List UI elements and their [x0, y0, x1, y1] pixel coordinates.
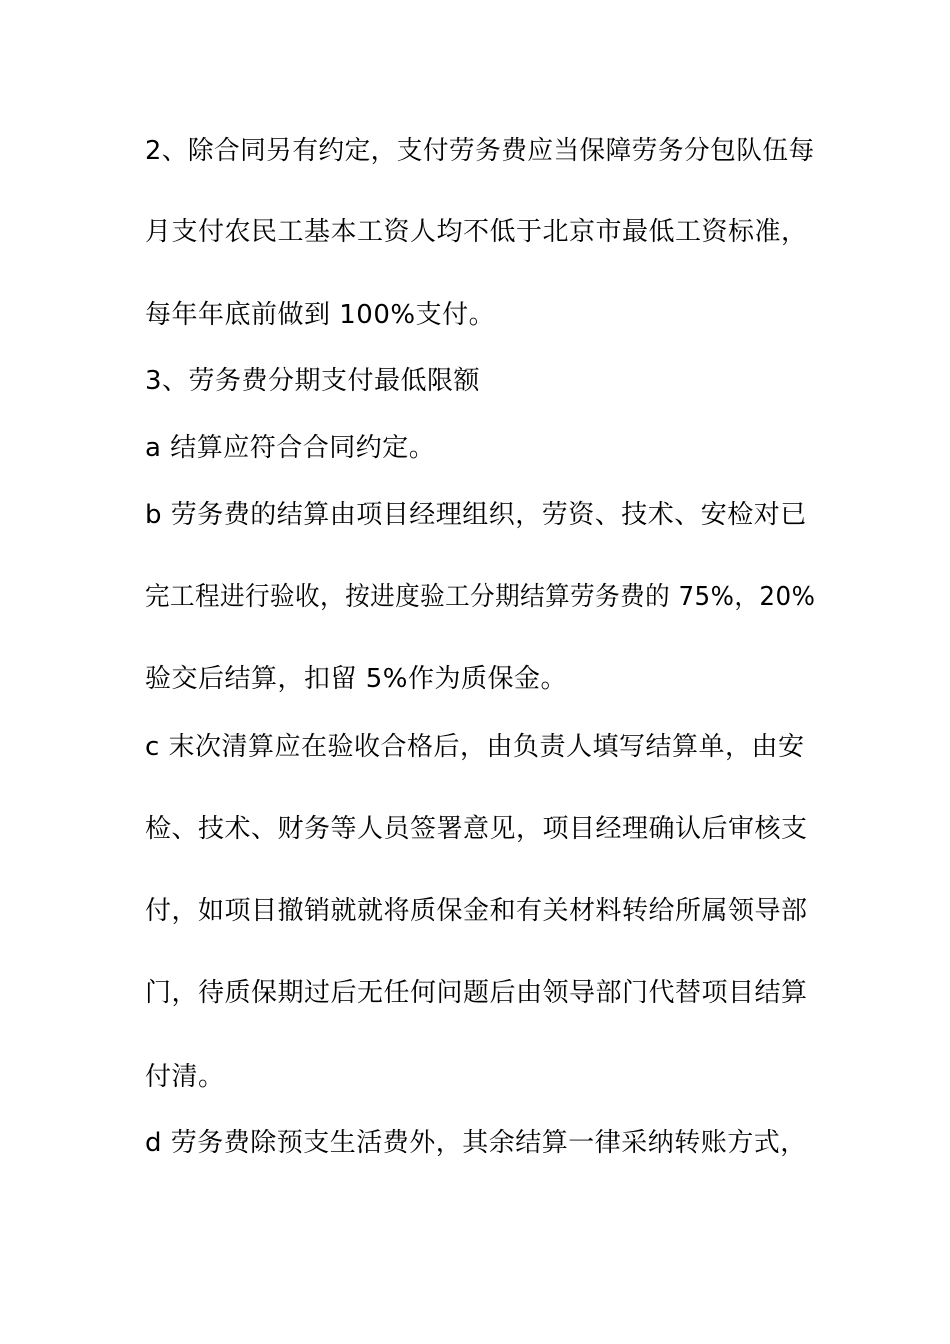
item-b-line-1: b 劳务费的结算由项目经理组织，劳资、技术、安检对已 — [145, 500, 807, 530]
item-c-line-1: c 末次清算应在验收合格后，由负责人填写结算单，由安 — [145, 732, 805, 762]
paragraph-2-line-3: 每年年底前做到 100%支付。 — [145, 300, 496, 330]
item-c-line-3: 付，如项目撤销就就将质保金和有关材料转给所属领导部 — [145, 896, 808, 926]
heading-3: 3、劳务费分期支付最低限额 — [145, 366, 481, 396]
paragraph-2-line-2: 月支付农民工基本工资人均不低于北京市最低工资标准， — [145, 217, 808, 247]
item-b-line-2: 完工程进行验收，按进度验工分期结算劳务费的 75%，20% — [145, 582, 816, 612]
item-d-line-1: d 劳务费除预支生活费外，其余结算一律采纳转账方式， — [145, 1128, 807, 1158]
item-c-line-4: 门，待质保期过后无任何问题后由领导部门代替项目结算 — [145, 978, 808, 1008]
item-c-line-2: 检、技术、财务等人员签署意见，项目经理确认后审核支 — [145, 814, 808, 844]
item-a: a 结算应符合合同约定。 — [145, 433, 436, 463]
item-c-line-5: 付清。 — [145, 1062, 225, 1092]
paragraph-2-line-1: 2、除合同另有约定，支付劳务费应当保障劳务分包队伍每 — [145, 136, 815, 166]
item-b-line-3: 验交后结算，扣留 5%作为质保金。 — [145, 664, 568, 694]
